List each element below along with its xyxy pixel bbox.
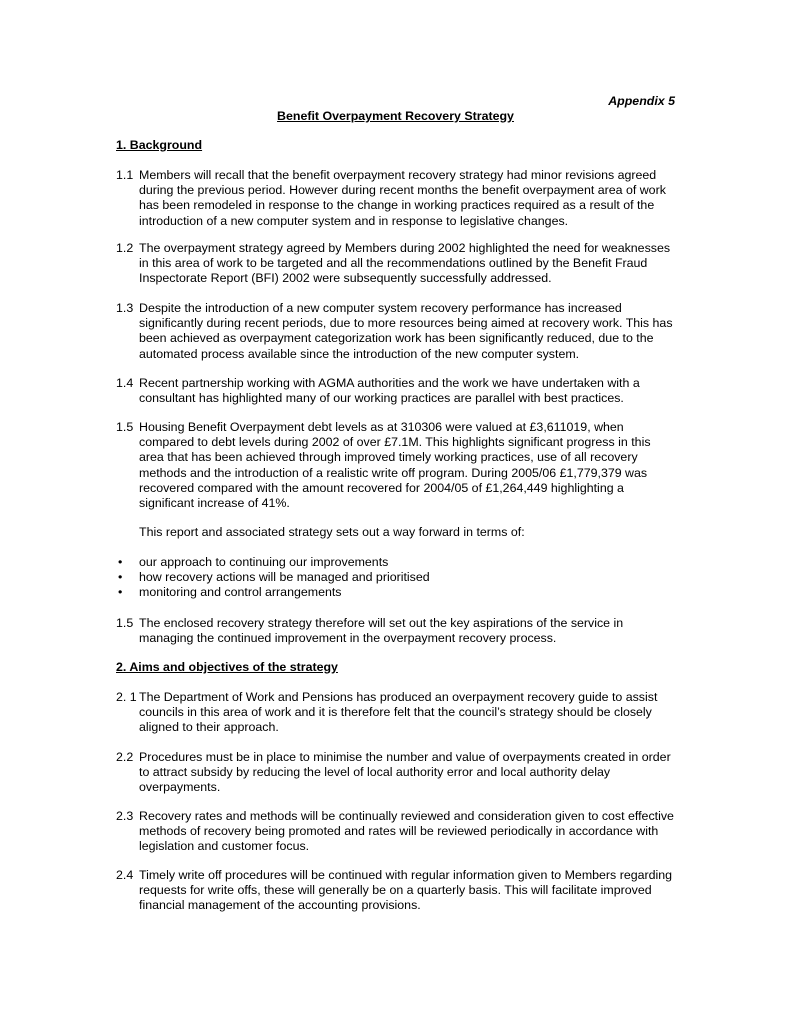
paragraph-number: 2. 1	[116, 690, 137, 704]
paragraph-number: 1.2	[116, 241, 134, 255]
bullet-icon: •	[118, 555, 123, 569]
paragraph-1-5-closing	[116, 616, 676, 646]
paragraph-1-4	[116, 376, 676, 406]
paragraph-number: 2.3	[116, 809, 134, 823]
paragraph-text: Recovery rates and methods will be continually reviewed and consideration given to cost effective methods of recovery being promoted and rates will be reviewed periodically in accordance with legislation and customer focus.	[139, 809, 674, 854]
paragraph-text: Despite the introduction of a new computer system recovery performance has increased significantly during recent periods, due to more resources being aimed at recovery work. This has been achieved as overpayment categorization work has been significantly reduced, due to the automated process available since the introduction of the new computer system.	[139, 301, 673, 361]
strategy-intro: This report and associated strategy sets out a way forward in terms of:	[139, 525, 525, 539]
list-item: • how recovery actions will be managed and prioritised	[118, 570, 430, 585]
paragraph-number: 1.5	[116, 420, 134, 434]
paragraph-number: 1.1	[116, 168, 134, 182]
paragraph-number: 2.4	[116, 868, 134, 882]
paragraph-2-4	[116, 868, 676, 914]
paragraph-number: 1.3	[116, 301, 134, 315]
paragraph-text: The Department of Work and Pensions has produced an overpayment recovery guide to assist councils in this area of work and it is therefore felt that the council’s strategy should be closely aligned to their approach.	[139, 690, 658, 735]
list-item: • monitoring and control arrangements	[118, 585, 342, 600]
paragraph-text: Members will recall that the benefit overpayment recovery strategy had minor revisions agreed during the previous period. However during recent months the benefit overpayment area of work has been remodeled in response to the change in working practices required as a result of the introduction of a new computer system and in response to legislative changes.	[139, 168, 666, 228]
paragraph-number: 1.5	[116, 616, 134, 630]
paragraph-text: The overpayment strategy agreed by Members during 2002 highlighted the need for weaknesses in this area of work to be targeted and all the recommendations outlined by the Benefit Fraud Inspectorate Report (BFI) 2002 were subsequently successfully addressed.	[139, 241, 671, 286]
paragraph-2-1	[116, 690, 676, 736]
section-heading-aims: 2. Aims and objectives of the strategy	[116, 660, 338, 674]
bullet-icon: •	[118, 570, 123, 585]
paragraph-text: Recent partnership working with AGMA authorities and the work we have undertaken with a consultant has highlighted many of our working practices are parallel with best practices.	[139, 376, 640, 406]
paragraph-1-1	[116, 168, 676, 229]
paragraph-2-2	[116, 750, 676, 796]
bullet-icon: •	[118, 585, 123, 600]
paragraph-1-2	[116, 241, 676, 287]
document-title: Benefit Overpayment Recovery Strategy	[277, 109, 514, 123]
paragraph-1-3	[116, 301, 676, 362]
paragraph-text: Housing Benefit Overpayment debt levels as at 310306 were valued at £3,611019, when compared to debt levels during 2002 of over £7.1M. This highlights significant progress in this area that has been achieved through improved timely working practices, use of all recovery methods and the introduction of a realistic write off program. During 2005/06 £1,779,379 was recovered compared with the amount recovered for 2004/05 of £1,264,449 highlighting a significant increase of 41%.	[139, 420, 651, 511]
section-heading-background: 1. Background	[116, 138, 203, 152]
paragraph-text: The enclosed recovery strategy therefore will set out the key aspirations of the service in managing the continued improvement in the overpayment recovery process.	[139, 616, 624, 646]
list-item: • our approach to continuing our improvements	[118, 555, 389, 569]
paragraph-number: 2.2	[116, 750, 134, 764]
paragraph-text: Timely write off procedures will be continued with regular information given to Members regarding requests for write offs, these will generally be on a quarterly basis. This will facilitate improved financial management of the accounting provisions.	[139, 868, 673, 913]
appendix-label: Appendix 5	[608, 94, 675, 108]
strategy-bullet-list	[116, 555, 430, 601]
paragraph-text: Procedures must be in place to minimise the number and value of overpayments created in order to attract subsidy by reducing the level of local authority error and local authority delay overpayments.	[139, 750, 671, 795]
paragraph-number: 1.4	[116, 376, 134, 390]
paragraph-1-5	[116, 420, 676, 511]
paragraph-2-3	[116, 809, 676, 855]
